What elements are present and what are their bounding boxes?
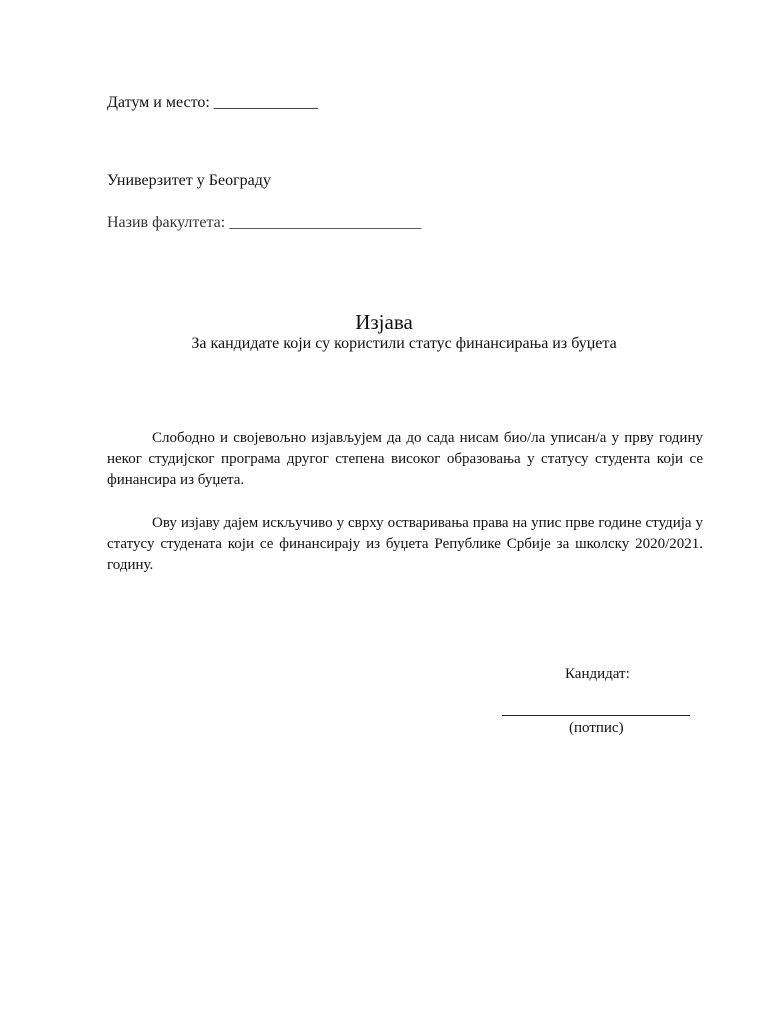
document-title: Изјава (355, 310, 413, 334)
signature-line (502, 715, 690, 716)
university-name: Универзитет у Београду (107, 172, 271, 189)
statement-paragraph: Слободно и својевољно изјављујем да до сада нисам био/ла уписан/а у прву годину неког студијског програма другог степена високог образовања у статусу студента који се финансира из буџета. (107, 430, 703, 488)
document-subtitle: За кандидате који су користили статус финансирања из буџета (191, 335, 617, 352)
statement-paragraph: Ову изјаву дајем искључиво у сврху остваривања права на упис прве године студија у статусу студената који се финансирају из буџета Републике Србије за школску 2020/2021. годину. (107, 515, 703, 573)
faculty-name-field: Назив факултета: ________________________ (107, 214, 422, 231)
candidate-label: Кандидат: (565, 666, 630, 682)
date-place-field: Датум и место: _____________ (107, 94, 318, 111)
signature-caption: (потпис) (569, 720, 624, 736)
